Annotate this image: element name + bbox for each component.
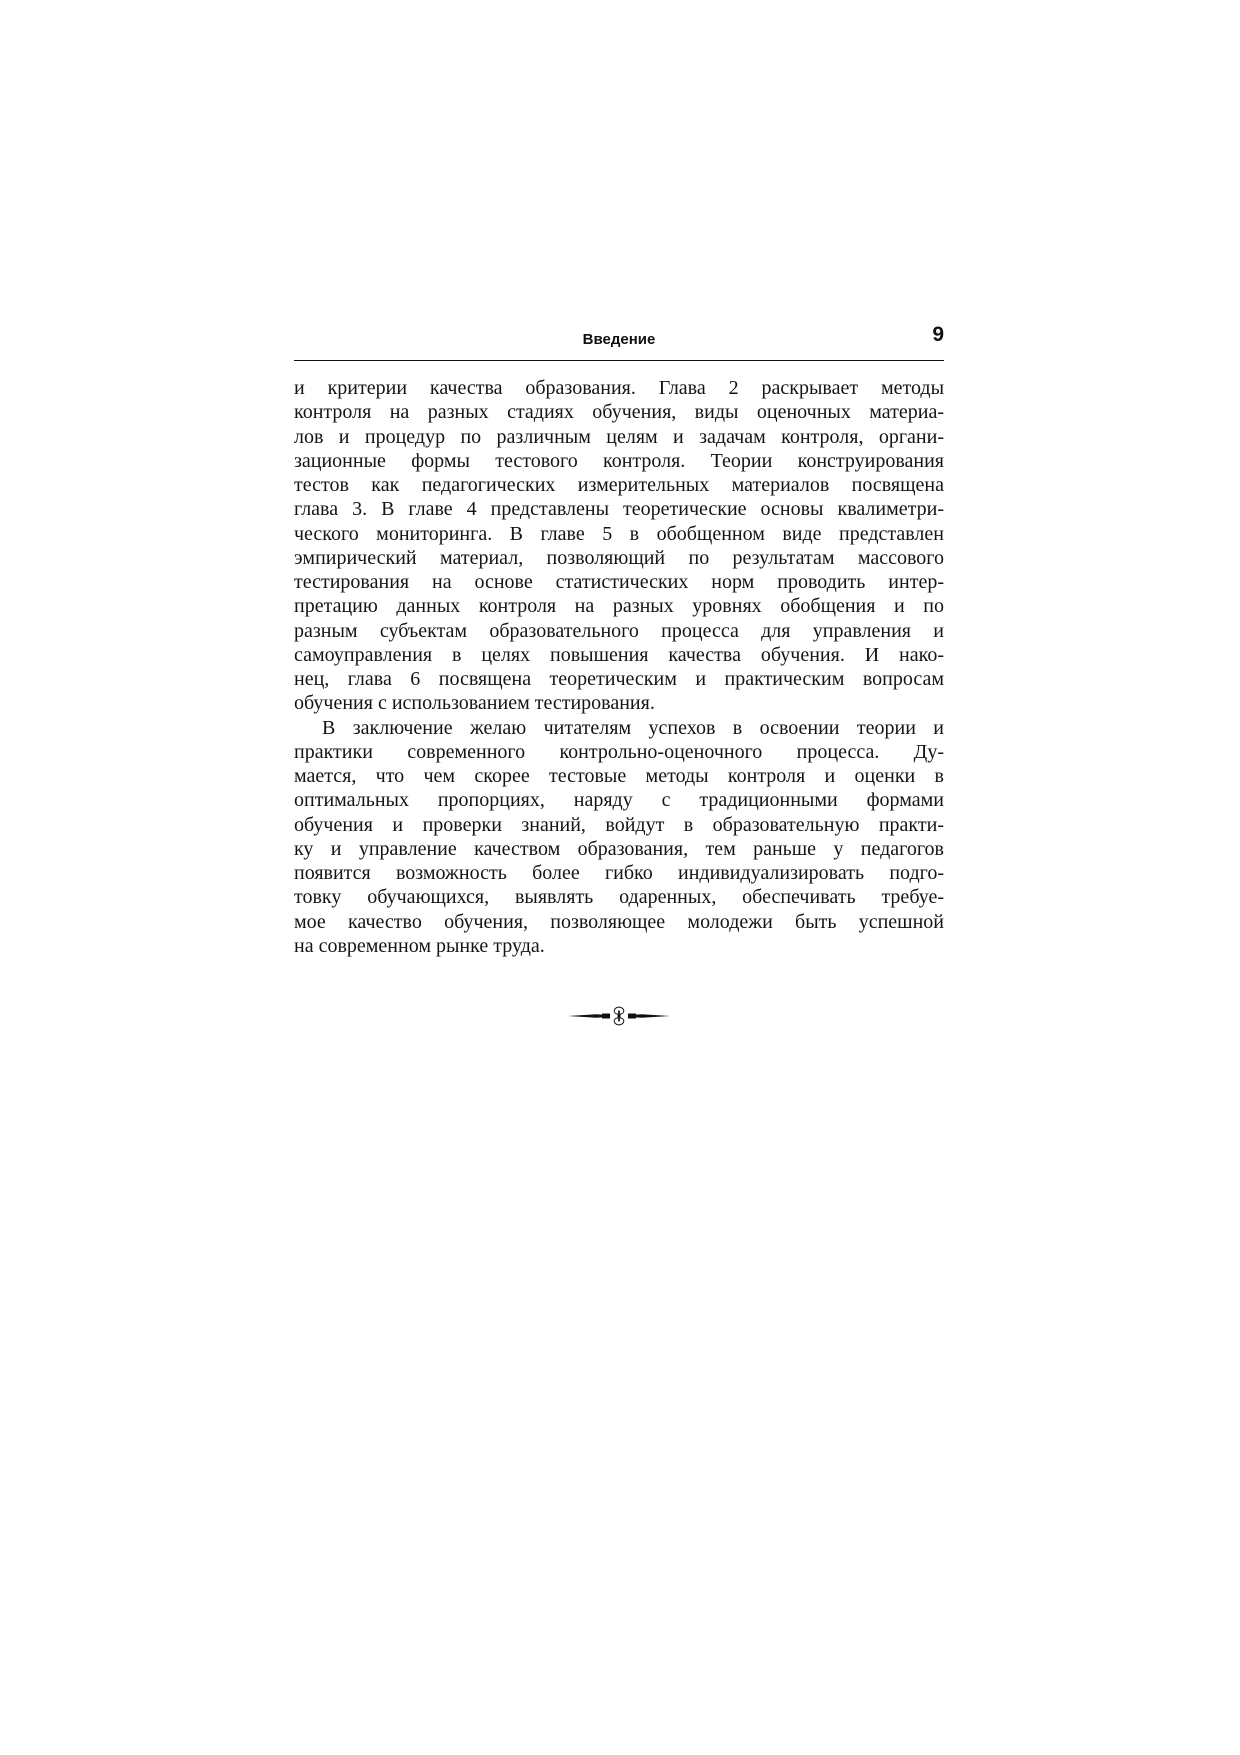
text-line: обучения и проверки знаний, войдут в образовательную практи- [294, 813, 944, 836]
text-line: претацию данных контроля на разных уровнях обобщения и по [294, 595, 944, 618]
text-line: ку и управление качеством образования, тем раньше у педагогов [294, 837, 944, 860]
text-line: практики современного контрольно-оценочного процесса. Ду- [294, 740, 944, 763]
text-line: разным субъектам образовательного процесса для управления и [294, 619, 944, 642]
text-line: на современном рынке труда. [294, 934, 545, 957]
text-line: контроля на разных стадиях обучения, виды оценочных материа- [294, 401, 944, 424]
text-line: зационные формы тестового контроля. Теории конструирования [294, 449, 944, 472]
text-line: мое качество обучения, позволяющее молодежи быть успешной [294, 910, 944, 933]
text-line: лов и процедур по различным целям и задачам контроля, органи- [294, 425, 944, 448]
text-line: тестирования на основе статистических норм проводить интер- [294, 571, 944, 593]
running-head [294, 323, 944, 361]
text-line: тестов как педагогических измерительных материалов посвящена [294, 474, 944, 496]
text-line: В заключение желаю читателям успехов в освоении теории и [322, 716, 944, 739]
text-line: и критерии качества образования. Глава 2 раскрывает методы [294, 377, 944, 399]
main-text [294, 376, 944, 958]
text-line: обучения с использованием тестирования. [294, 692, 655, 715]
text-line: оптимальных пропорциях, наряду с традиционными формами [294, 789, 944, 812]
text-line: ческого мониторинга. В главе 5 в обобщенном виде представлен [294, 522, 944, 545]
text-line: мается, что чем скорее тестовые методы контроля и оценки в [294, 765, 944, 787]
text-line: появится возможность более гибко индивидуализировать подго- [294, 862, 944, 884]
text-line: нец, глава 6 посвящена теоретическим и практическим вопросам [294, 668, 944, 690]
decorative-flourish-icon [566, 1004, 672, 1028]
text-line: самоуправления в целях повышения качества обучения. И нако- [294, 643, 944, 666]
text-line: товку обучающихся, выявлять одаренных, обеспечивать требуе- [294, 886, 944, 909]
page-number: 9 [932, 323, 944, 346]
text-line: глава 3. В главе 4 представлены теоретические основы квалиметри- [294, 498, 944, 521]
section-title: Введение [582, 331, 656, 348]
paragraph-1 [294, 376, 944, 716]
text-line: эмпирический материал, позволяющий по результатам массового [294, 546, 944, 569]
paragraph-2 [294, 716, 944, 959]
